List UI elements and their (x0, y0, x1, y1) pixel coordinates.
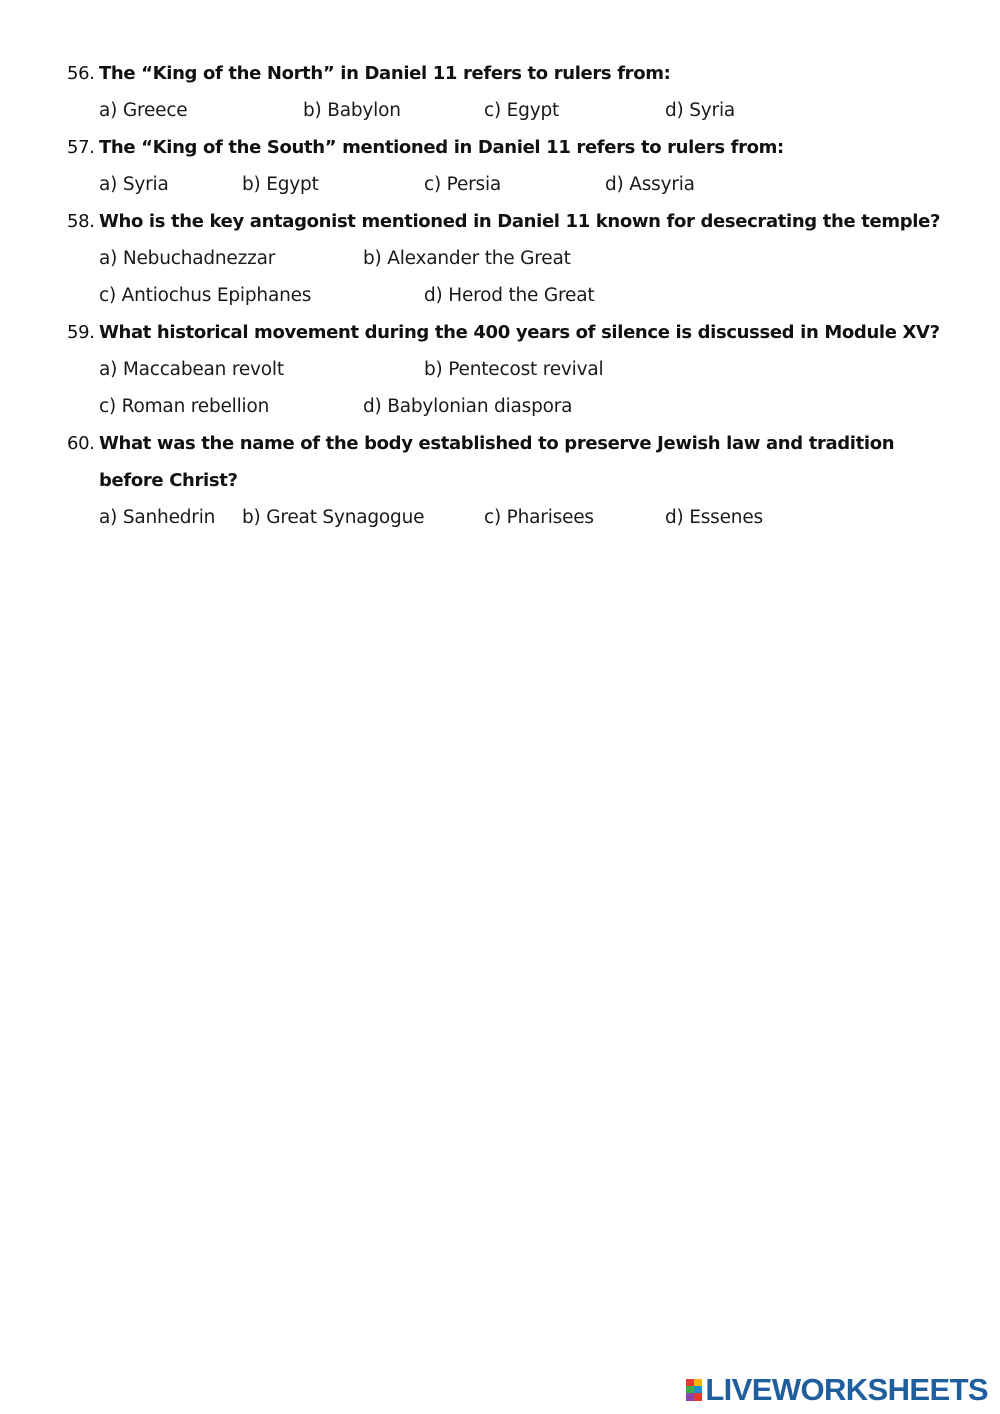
option-c[interactable]: c) Egypt (484, 100, 560, 121)
option-a[interactable]: a) Maccabean revolt (99, 359, 284, 380)
option-a[interactable]: a) Greece (99, 100, 188, 121)
liveworksheets-blocks-icon (686, 1379, 702, 1401)
question-number: 58. (67, 211, 95, 232)
option-b[interactable]: b) Pentecost revival (424, 359, 604, 380)
logo-block (694, 1379, 702, 1386)
option-a[interactable]: a) Syria (99, 174, 169, 195)
option-b[interactable]: b) Great Synagogue (242, 507, 425, 528)
option-d[interactable]: d) Syria (665, 100, 736, 121)
option-d[interactable]: d) Herod the Great (424, 285, 595, 306)
option-a[interactable]: a) Nebuchadnezzar (99, 248, 276, 269)
option-c[interactable]: c) Antiochus Epiphanes (99, 285, 312, 306)
question-text: The “King of the North” in Daniel 11 refers to rulers from: (99, 63, 671, 84)
logo-block (686, 1393, 694, 1401)
question-text: The “King of the South” mentioned in Daniel 11 refers to rulers from: (99, 137, 784, 158)
logo-text: LIVEWORKSHEETS (705, 1372, 988, 1407)
option-a[interactable]: a) Sanhedrin (99, 507, 216, 528)
logo-block (694, 1386, 702, 1393)
option-d[interactable]: d) Babylonian diaspora (363, 396, 573, 417)
question-text-continued: before Christ? (99, 470, 238, 491)
option-d[interactable]: d) Essenes (665, 507, 763, 528)
option-b[interactable]: b) Alexander the Great (363, 248, 571, 269)
question-number: 60. (67, 433, 95, 454)
question-number: 56. (67, 63, 95, 84)
question-number: 57. (67, 137, 95, 158)
question-text: What historical movement during the 400 years of silence is discussed in Module XV? (99, 322, 940, 343)
question-text: What was the name of the body established to preserve Jewish law and tradition (99, 433, 895, 454)
option-b[interactable]: b) Egypt (242, 174, 319, 195)
option-c[interactable]: c) Roman rebellion (99, 396, 270, 417)
logo-block (686, 1379, 694, 1386)
option-c[interactable]: c) Pharisees (484, 507, 594, 528)
logo-block (686, 1386, 694, 1393)
liveworksheets-logo[interactable] (686, 1372, 988, 1407)
option-c[interactable]: c) Persia (424, 174, 502, 195)
logo-block (694, 1393, 702, 1401)
option-b[interactable]: b) Babylon (303, 100, 401, 121)
question-number: 59. (67, 322, 95, 343)
question-text: Who is the key antagonist mentioned in Daniel 11 known for desecrating the temple? (99, 211, 941, 232)
option-d[interactable]: d) Assyria (605, 174, 695, 195)
